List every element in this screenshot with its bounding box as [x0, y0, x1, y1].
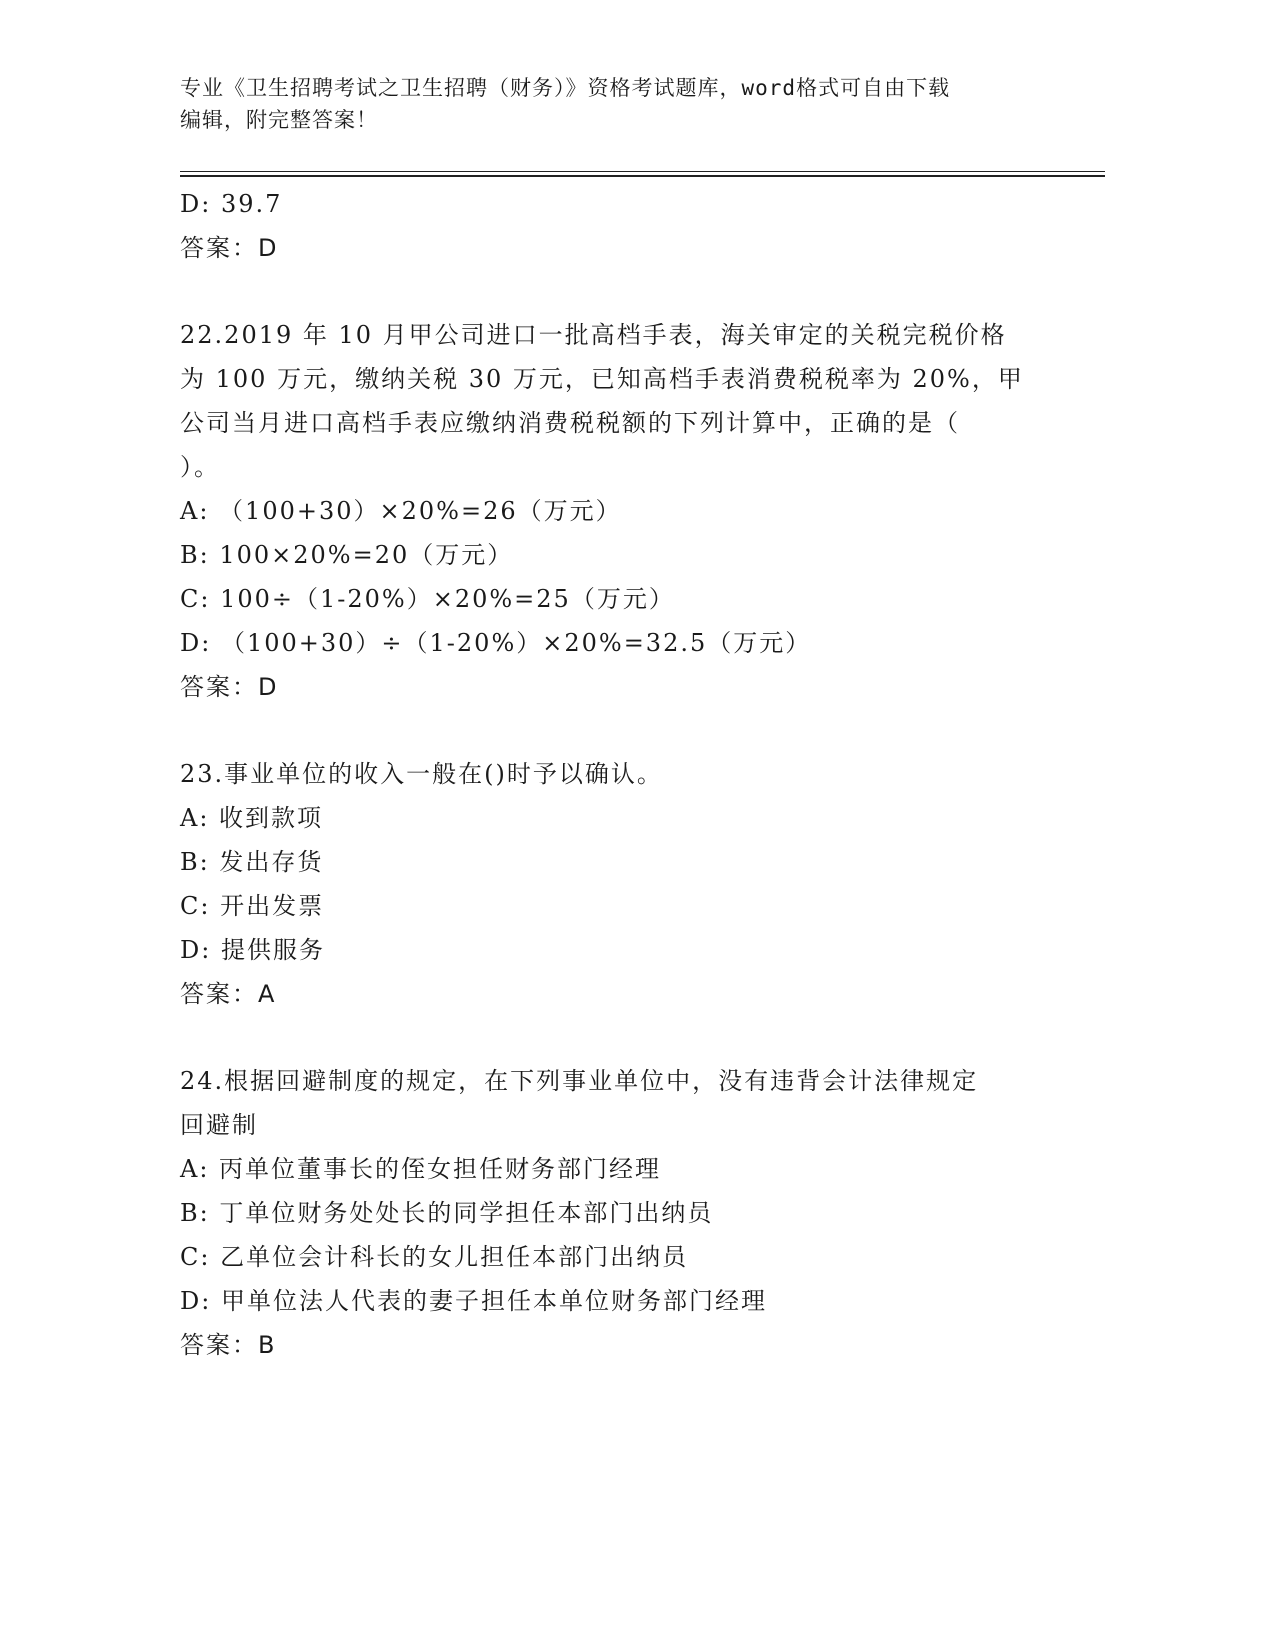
question-23: [180, 752, 1040, 1016]
header-line-2: 编辑，附完整答案！: [180, 108, 378, 132]
question-24: [180, 1059, 1040, 1367]
question-21-tail: [180, 182, 1040, 270]
question-stem-line-1: 24.根据回避制度的规定，在下列事业单位中，没有违背会计法律规定: [180, 1067, 979, 1095]
page-header: [180, 72, 1060, 136]
option-c: C: 乙单位会计科长的女儿担任本部门出纳员: [180, 1243, 689, 1271]
question-22: [180, 313, 1040, 709]
option-b: B: 丁单位财务处处长的同学担任本部门出纳员: [180, 1199, 714, 1227]
answer-text: 答案：B: [180, 1331, 277, 1359]
option-a: A: 丙单位董事长的侄女担任财务部门经理: [180, 1155, 662, 1183]
option-b: B: 发出存货: [180, 848, 324, 876]
option-d: D: （100+30）÷（1-20%）×20%=32.5（万元）: [180, 629, 812, 657]
header-divider-thick: [180, 175, 1105, 177]
answer-text: 答案：D: [180, 234, 279, 262]
question-stem-line-2: 回避制: [180, 1111, 258, 1139]
option-d: D: 39.7: [180, 190, 283, 218]
option-d: D: 甲单位法人代表的妻子担任本单位财务部门经理: [180, 1287, 767, 1315]
option-a: A: 收到款项: [180, 804, 324, 832]
question-stem-line-1: 22.2019 年 10 月甲公司进口一批高档手表，海关审定的关税完税价格: [180, 321, 1007, 349]
question-stem-line-2: 为 100 万元，缴纳关税 30 万元，已知高档手表消费税税率为 20%，甲: [180, 365, 1024, 393]
question-stem-line-1: 23.事业单位的收入一般在()时予以确认。: [180, 760, 663, 788]
option-b: B: 100×20%=20（万元）: [180, 541, 514, 569]
question-list: [180, 182, 1040, 1367]
option-d: D: 提供服务: [180, 936, 325, 964]
option-a: A: （100+30）×20%=26（万元）: [180, 497, 622, 525]
question-stem-line-4: ）。: [180, 453, 220, 481]
answer-text: 答案：A: [180, 980, 277, 1008]
option-c: C: 100÷（1-20%）×20%=25（万元）: [180, 585, 675, 613]
header-divider-thin: [180, 171, 1105, 172]
answer-text: 答案：D: [180, 673, 279, 701]
question-stem-line-3: 公司当月进口高档手表应缴纳消费税税额的下列计算中，正确的是（: [180, 409, 960, 437]
option-c: C: 开出发票: [180, 892, 325, 920]
header-line-1: 专业《卫生招聘考试之卫生招聘（财务）》资格考试题库，word格式可自由下载: [180, 76, 951, 100]
